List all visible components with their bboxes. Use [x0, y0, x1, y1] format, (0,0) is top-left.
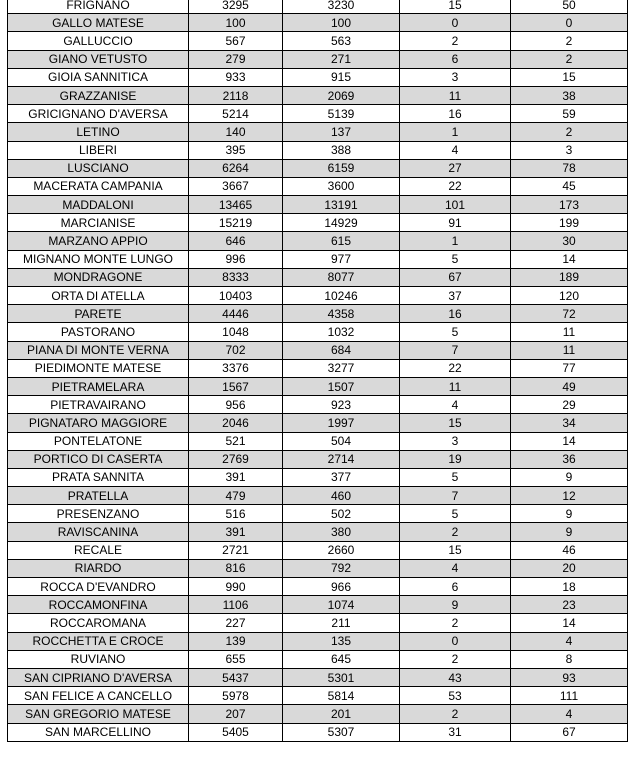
value-col-2-cell: 2660: [283, 541, 400, 559]
municipality-cell: PRATA SANNITA: [8, 468, 189, 486]
value-col-3-cell: 0: [400, 632, 511, 650]
value-col-1-cell: 227: [189, 614, 283, 632]
municipality-cell: SAN GREGORIO MATESE: [8, 705, 189, 723]
value-col-3-cell: 4: [400, 559, 511, 577]
value-col-3-cell: 15: [400, 414, 511, 432]
value-col-4-cell: 9: [511, 505, 628, 523]
value-col-1-cell: 2769: [189, 450, 283, 468]
municipality-cell: RECALE: [8, 541, 189, 559]
value-col-3-cell: 11: [400, 377, 511, 395]
table-row: [8, 468, 628, 486]
municipality-cell: RIARDO: [8, 559, 189, 577]
value-col-4-cell: 111: [511, 687, 628, 705]
value-col-2-cell: 684: [283, 341, 400, 359]
value-col-1-cell: 13465: [189, 196, 283, 214]
value-col-2-cell: 8077: [283, 268, 400, 286]
value-col-2-cell: 5307: [283, 723, 400, 741]
municipality-cell: MARZANO APPIO: [8, 232, 189, 250]
table-row: [8, 32, 628, 50]
value-col-3-cell: 53: [400, 687, 511, 705]
table-row: [8, 432, 628, 450]
municipality-cell: PORTICO DI CASERTA: [8, 450, 189, 468]
table-row: [8, 214, 628, 232]
municipality-cell: GIANO VETUSTO: [8, 50, 189, 68]
value-col-4-cell: 12: [511, 487, 628, 505]
table-row: [8, 177, 628, 195]
municipality-cell: MACERATA CAMPANIA: [8, 177, 189, 195]
value-col-2-cell: 792: [283, 559, 400, 577]
value-col-4-cell: 72: [511, 305, 628, 323]
value-col-1-cell: 2721: [189, 541, 283, 559]
value-col-3-cell: 15: [400, 0, 511, 14]
value-col-2-cell: 201: [283, 705, 400, 723]
table-row: [8, 705, 628, 723]
value-col-1-cell: 3295: [189, 0, 283, 14]
municipality-cell: GRICIGNANO D'AVERSA: [8, 105, 189, 123]
table-row: [8, 287, 628, 305]
value-col-2-cell: 645: [283, 650, 400, 668]
value-col-1-cell: 4446: [189, 305, 283, 323]
value-col-3-cell: 22: [400, 177, 511, 195]
municipality-cell: SAN MARCELLINO: [8, 723, 189, 741]
value-col-1-cell: 3376: [189, 359, 283, 377]
value-col-4-cell: 45: [511, 177, 628, 195]
municipality-cell: RAVISCANINA: [8, 523, 189, 541]
value-col-2-cell: 5814: [283, 687, 400, 705]
value-col-3-cell: 5: [400, 250, 511, 268]
value-col-4-cell: 78: [511, 159, 628, 177]
value-col-4-cell: 18: [511, 578, 628, 596]
value-col-1-cell: 521: [189, 432, 283, 450]
value-col-3-cell: 1: [400, 123, 511, 141]
table-row: [8, 596, 628, 614]
value-col-3-cell: 15: [400, 541, 511, 559]
municipality-cell: PONTELATONE: [8, 432, 189, 450]
municipality-cell: ROCCAROMANA: [8, 614, 189, 632]
value-col-2-cell: 10246: [283, 287, 400, 305]
value-col-1-cell: 646: [189, 232, 283, 250]
value-col-4-cell: 29: [511, 396, 628, 414]
table-row: [8, 687, 628, 705]
value-col-2-cell: 2714: [283, 450, 400, 468]
value-col-2-cell: 6159: [283, 159, 400, 177]
value-col-4-cell: 14: [511, 614, 628, 632]
table-row: [8, 359, 628, 377]
value-col-2-cell: 14929: [283, 214, 400, 232]
value-col-3-cell: 3: [400, 432, 511, 450]
value-col-1-cell: 2046: [189, 414, 283, 432]
municipality-cell: MADDALONI: [8, 196, 189, 214]
value-col-1-cell: 1048: [189, 323, 283, 341]
value-col-3-cell: 2: [400, 705, 511, 723]
value-col-1-cell: 2118: [189, 86, 283, 104]
value-col-2-cell: 388: [283, 141, 400, 159]
table-row: [8, 105, 628, 123]
value-col-3-cell: 0: [400, 14, 511, 32]
value-col-3-cell: 4: [400, 396, 511, 414]
table-row: [8, 123, 628, 141]
value-col-4-cell: 120: [511, 287, 628, 305]
municipality-cell: PIEDIMONTE MATESE: [8, 359, 189, 377]
municipality-cell: MONDRAGONE: [8, 268, 189, 286]
value-col-4-cell: 14: [511, 250, 628, 268]
value-col-3-cell: 9: [400, 596, 511, 614]
municipality-cell: GRAZZANISE: [8, 86, 189, 104]
value-col-3-cell: 5: [400, 505, 511, 523]
value-col-3-cell: 27: [400, 159, 511, 177]
value-col-3-cell: 31: [400, 723, 511, 741]
value-col-1-cell: 6264: [189, 159, 283, 177]
value-col-1-cell: 15219: [189, 214, 283, 232]
value-col-1-cell: 816: [189, 559, 283, 577]
value-col-4-cell: 36: [511, 450, 628, 468]
table-row: [8, 723, 628, 741]
value-col-4-cell: 2: [511, 50, 628, 68]
value-col-4-cell: 4: [511, 632, 628, 650]
value-col-2-cell: 502: [283, 505, 400, 523]
value-col-2-cell: 380: [283, 523, 400, 541]
municipality-cell: ROCCHETTA E CROCE: [8, 632, 189, 650]
table-row: [8, 0, 628, 14]
table-row: [8, 377, 628, 395]
table-row: [8, 268, 628, 286]
value-col-2-cell: 615: [283, 232, 400, 250]
value-col-2-cell: 5139: [283, 105, 400, 123]
value-col-2-cell: 137: [283, 123, 400, 141]
value-col-1-cell: 140: [189, 123, 283, 141]
value-col-4-cell: 59: [511, 105, 628, 123]
value-col-3-cell: 5: [400, 323, 511, 341]
value-col-3-cell: 22: [400, 359, 511, 377]
table-row: [8, 541, 628, 559]
value-col-1-cell: 702: [189, 341, 283, 359]
table-row: [8, 196, 628, 214]
value-col-2-cell: 563: [283, 32, 400, 50]
municipality-cell: LETINO: [8, 123, 189, 141]
value-col-2-cell: 504: [283, 432, 400, 450]
value-col-4-cell: 11: [511, 323, 628, 341]
value-col-3-cell: 16: [400, 305, 511, 323]
table-row: [8, 305, 628, 323]
value-col-4-cell: 4: [511, 705, 628, 723]
municipality-cell: PIETRAVAIRANO: [8, 396, 189, 414]
value-col-3-cell: 1: [400, 232, 511, 250]
value-col-4-cell: 0: [511, 14, 628, 32]
value-col-3-cell: 6: [400, 578, 511, 596]
value-col-4-cell: 173: [511, 196, 628, 214]
municipality-cell: ROCCAMONFINA: [8, 596, 189, 614]
value-col-1-cell: 516: [189, 505, 283, 523]
value-col-3-cell: 2: [400, 32, 511, 50]
value-col-3-cell: 67: [400, 268, 511, 286]
municipality-cell: PIETRAMELARA: [8, 377, 189, 395]
municipality-cell: RUVIANO: [8, 650, 189, 668]
value-col-1-cell: 655: [189, 650, 283, 668]
table-row: [8, 414, 628, 432]
value-col-2-cell: 13191: [283, 196, 400, 214]
municipality-cell: SAN CIPRIANO D'AVERSA: [8, 668, 189, 686]
table-row: [8, 323, 628, 341]
value-col-3-cell: 6: [400, 50, 511, 68]
data-table: [7, 0, 628, 742]
value-col-3-cell: 7: [400, 341, 511, 359]
value-col-4-cell: 38: [511, 86, 628, 104]
value-col-4-cell: 2: [511, 32, 628, 50]
value-col-2-cell: 377: [283, 468, 400, 486]
value-col-4-cell: 20: [511, 559, 628, 577]
value-col-3-cell: 37: [400, 287, 511, 305]
table-row: [8, 86, 628, 104]
value-col-2-cell: 3600: [283, 177, 400, 195]
value-col-2-cell: 100: [283, 14, 400, 32]
value-col-3-cell: 2: [400, 650, 511, 668]
value-col-2-cell: 1507: [283, 377, 400, 395]
value-col-1-cell: 933: [189, 68, 283, 86]
value-col-2-cell: 4358: [283, 305, 400, 323]
value-col-2-cell: 1032: [283, 323, 400, 341]
value-col-4-cell: 11: [511, 341, 628, 359]
municipality-cell: LUSCIANO: [8, 159, 189, 177]
value-col-2-cell: 271: [283, 50, 400, 68]
value-col-3-cell: 4: [400, 141, 511, 159]
value-col-2-cell: 966: [283, 578, 400, 596]
value-col-4-cell: 50: [511, 0, 628, 14]
municipality-cell: ORTA DI ATELLA: [8, 287, 189, 305]
municipality-cell: PRESENZANO: [8, 505, 189, 523]
value-col-1-cell: 5214: [189, 105, 283, 123]
value-col-4-cell: 30: [511, 232, 628, 250]
table-row: [8, 50, 628, 68]
value-col-4-cell: 189: [511, 268, 628, 286]
municipality-cell: MARCIANISE: [8, 214, 189, 232]
table-row: [8, 396, 628, 414]
data-table-container: [7, 0, 627, 742]
municipality-cell: GALLUCCIO: [8, 32, 189, 50]
value-col-1-cell: 956: [189, 396, 283, 414]
value-col-3-cell: 2: [400, 614, 511, 632]
value-col-3-cell: 16: [400, 105, 511, 123]
value-col-1-cell: 1106: [189, 596, 283, 614]
value-col-3-cell: 2: [400, 523, 511, 541]
value-col-2-cell: 2069: [283, 86, 400, 104]
value-col-4-cell: 34: [511, 414, 628, 432]
value-col-1-cell: 391: [189, 523, 283, 541]
value-col-3-cell: 19: [400, 450, 511, 468]
value-col-2-cell: 460: [283, 487, 400, 505]
municipality-cell: FRIGNANO: [8, 0, 189, 14]
value-col-1-cell: 207: [189, 705, 283, 723]
municipality-cell: PIANA DI MONTE VERNA: [8, 341, 189, 359]
table-row: [8, 14, 628, 32]
value-col-4-cell: 2: [511, 123, 628, 141]
value-col-3-cell: 3: [400, 68, 511, 86]
value-col-3-cell: 91: [400, 214, 511, 232]
value-col-2-cell: 1997: [283, 414, 400, 432]
municipality-cell: ROCCA D'EVANDRO: [8, 578, 189, 596]
table-row: [8, 159, 628, 177]
value-col-1-cell: 5437: [189, 668, 283, 686]
value-col-2-cell: 135: [283, 632, 400, 650]
table-row: [8, 450, 628, 468]
table-row: [8, 614, 628, 632]
value-col-1-cell: 3667: [189, 177, 283, 195]
value-col-1-cell: 996: [189, 250, 283, 268]
municipality-cell: LIBERI: [8, 141, 189, 159]
table-row: [8, 650, 628, 668]
value-col-1-cell: 5405: [189, 723, 283, 741]
value-col-2-cell: 923: [283, 396, 400, 414]
value-col-1-cell: 8333: [189, 268, 283, 286]
value-col-4-cell: 14: [511, 432, 628, 450]
table-row: [8, 523, 628, 541]
table-row: [8, 250, 628, 268]
value-col-1-cell: 139: [189, 632, 283, 650]
municipality-cell: PASTORANO: [8, 323, 189, 341]
value-col-1-cell: 395: [189, 141, 283, 159]
value-col-4-cell: 15: [511, 68, 628, 86]
value-col-4-cell: 9: [511, 468, 628, 486]
municipality-cell: PARETE: [8, 305, 189, 323]
table-row: [8, 559, 628, 577]
municipality-cell: PRATELLA: [8, 487, 189, 505]
value-col-1-cell: 10403: [189, 287, 283, 305]
value-col-1-cell: 279: [189, 50, 283, 68]
value-col-4-cell: 93: [511, 668, 628, 686]
value-col-3-cell: 5: [400, 468, 511, 486]
value-col-3-cell: 7: [400, 487, 511, 505]
value-col-4-cell: 67: [511, 723, 628, 741]
value-col-1-cell: 567: [189, 32, 283, 50]
table-row: [8, 232, 628, 250]
table-row: [8, 668, 628, 686]
value-col-4-cell: 23: [511, 596, 628, 614]
value-col-4-cell: 3: [511, 141, 628, 159]
table-row: [8, 68, 628, 86]
value-col-1-cell: 479: [189, 487, 283, 505]
table-row: [8, 632, 628, 650]
municipality-cell: MIGNANO MONTE LUNGO: [8, 250, 189, 268]
value-col-1-cell: 391: [189, 468, 283, 486]
value-col-1-cell: 5978: [189, 687, 283, 705]
value-col-2-cell: 1074: [283, 596, 400, 614]
table-row: [8, 578, 628, 596]
value-col-4-cell: 9: [511, 523, 628, 541]
value-col-4-cell: 199: [511, 214, 628, 232]
value-col-1-cell: 1567: [189, 377, 283, 395]
value-col-2-cell: 3277: [283, 359, 400, 377]
value-col-2-cell: 977: [283, 250, 400, 268]
value-col-3-cell: 101: [400, 196, 511, 214]
table-row: [8, 487, 628, 505]
municipality-cell: SAN FELICE A CANCELLO: [8, 687, 189, 705]
value-col-4-cell: 8: [511, 650, 628, 668]
value-col-4-cell: 49: [511, 377, 628, 395]
value-col-1-cell: 100: [189, 14, 283, 32]
value-col-3-cell: 11: [400, 86, 511, 104]
value-col-2-cell: 3230: [283, 0, 400, 14]
value-col-2-cell: 915: [283, 68, 400, 86]
value-col-4-cell: 46: [511, 541, 628, 559]
municipality-cell: PIGNATARO MAGGIORE: [8, 414, 189, 432]
table-row: [8, 141, 628, 159]
table-row: [8, 341, 628, 359]
value-col-4-cell: 77: [511, 359, 628, 377]
table-row: [8, 505, 628, 523]
municipality-cell: GIOIA SANNITICA: [8, 68, 189, 86]
value-col-2-cell: 5301: [283, 668, 400, 686]
municipality-cell: GALLO MATESE: [8, 14, 189, 32]
value-col-3-cell: 43: [400, 668, 511, 686]
table-body: [8, 0, 628, 741]
value-col-1-cell: 990: [189, 578, 283, 596]
value-col-2-cell: 211: [283, 614, 400, 632]
